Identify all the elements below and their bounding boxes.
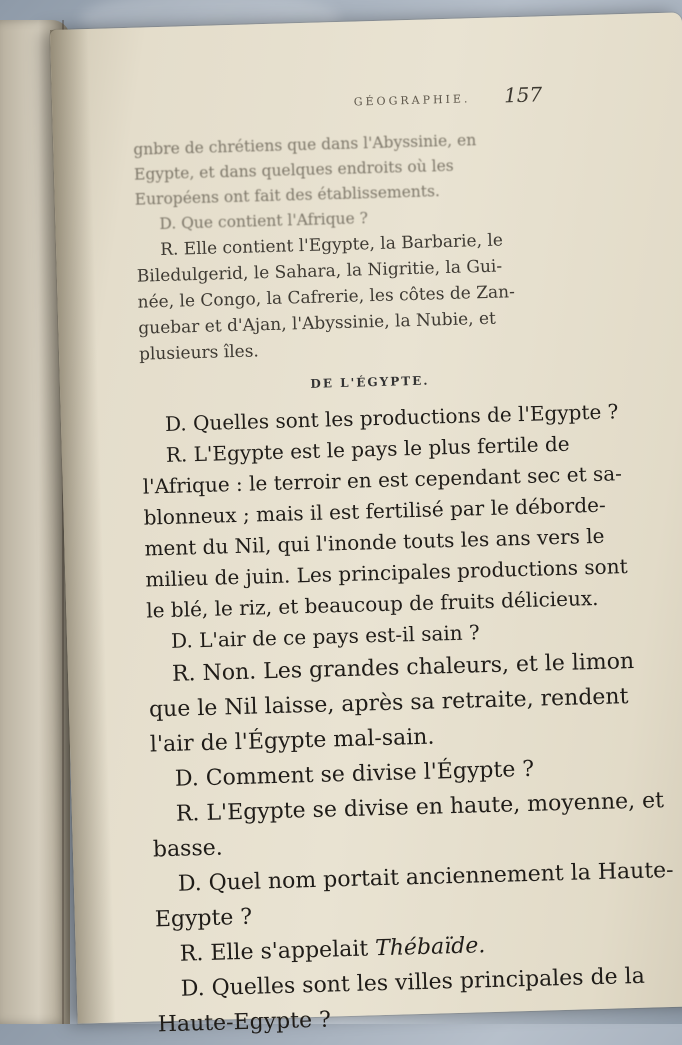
- text-line: Européens ont fait des établissements.: [134, 182, 441, 209]
- text-line: R. Non. Les grandes chaleurs, et le limon: [171, 648, 635, 687]
- text-line: R. Elle contient l'Egypte, la Barbarie, le: [159, 230, 504, 261]
- text-line: gnbre de chrétiens que dans l'Abyssinie, en: [133, 131, 477, 159]
- text-line: l'Afrique : le terroir en est cependant sec et sa-: [142, 461, 623, 499]
- text-line: D. Que contient l'Afrique ?: [159, 209, 369, 234]
- text-line: le blé, le riz, et beaucoup de fruits délicieux.: [145, 585, 599, 623]
- page-text: [133, 125, 674, 1042]
- text-line: D. Quel nom portait anciennement la Haute-: [177, 857, 674, 897]
- text-line: guebar et d'Ajan, l'Abyssinie, la Nubie, et: [138, 308, 497, 339]
- text-line: Haute-Egypte ?: [157, 1007, 332, 1038]
- text-line: Egypte, et dans quelques endroits où les: [133, 156, 454, 184]
- text-line: blonneux ; mais il est fertilisé par le déborde-: [143, 492, 606, 530]
- text-line: née, le Congo, la Cafrerie, les côtes de Zan-: [137, 282, 516, 313]
- running-head: GÉOGRAPHIE.: [353, 92, 471, 109]
- page-number: 157: [503, 82, 543, 108]
- text-line: Biledulgerid, le Sahara, la Nigritie, la Gui-: [136, 256, 503, 287]
- text-line: basse.: [152, 835, 224, 863]
- section-heading: DE L'ÉGYPTE.: [310, 373, 430, 391]
- text-line: D. Comment se divise l'Égypte ?: [174, 756, 535, 792]
- text-line: que le Nil laisse, après sa retraite, rendent: [148, 684, 629, 723]
- text-line: plusieurs îles.: [138, 341, 260, 365]
- answer-text: R. Elle s'appelait: [179, 936, 369, 967]
- text-line: milieu de juin. Les principales productions sont: [145, 554, 628, 592]
- text-line: l'air de l'Égypte mal-sain.: [149, 724, 435, 758]
- text-line: D. Quelles sont les villes principales de la: [180, 963, 646, 1002]
- book-page: [50, 12, 682, 1038]
- text-line: R. L'Egypte est le pays le plus fertile de: [165, 431, 570, 467]
- text-line: ment du Nil, qui l'inonde touts les ans vers le: [144, 523, 605, 561]
- text-line: Egypte ?: [154, 904, 253, 933]
- text-line: D. Quelles sont les productions de l'Egypte ?: [164, 399, 619, 436]
- italic-term: Thébaïde.: [374, 933, 486, 962]
- text-line: D. L'air de ce pays est-il sain ?: [170, 620, 481, 653]
- text-line: R. L'Egypte se divise en haute, moyenne, et: [175, 788, 665, 827]
